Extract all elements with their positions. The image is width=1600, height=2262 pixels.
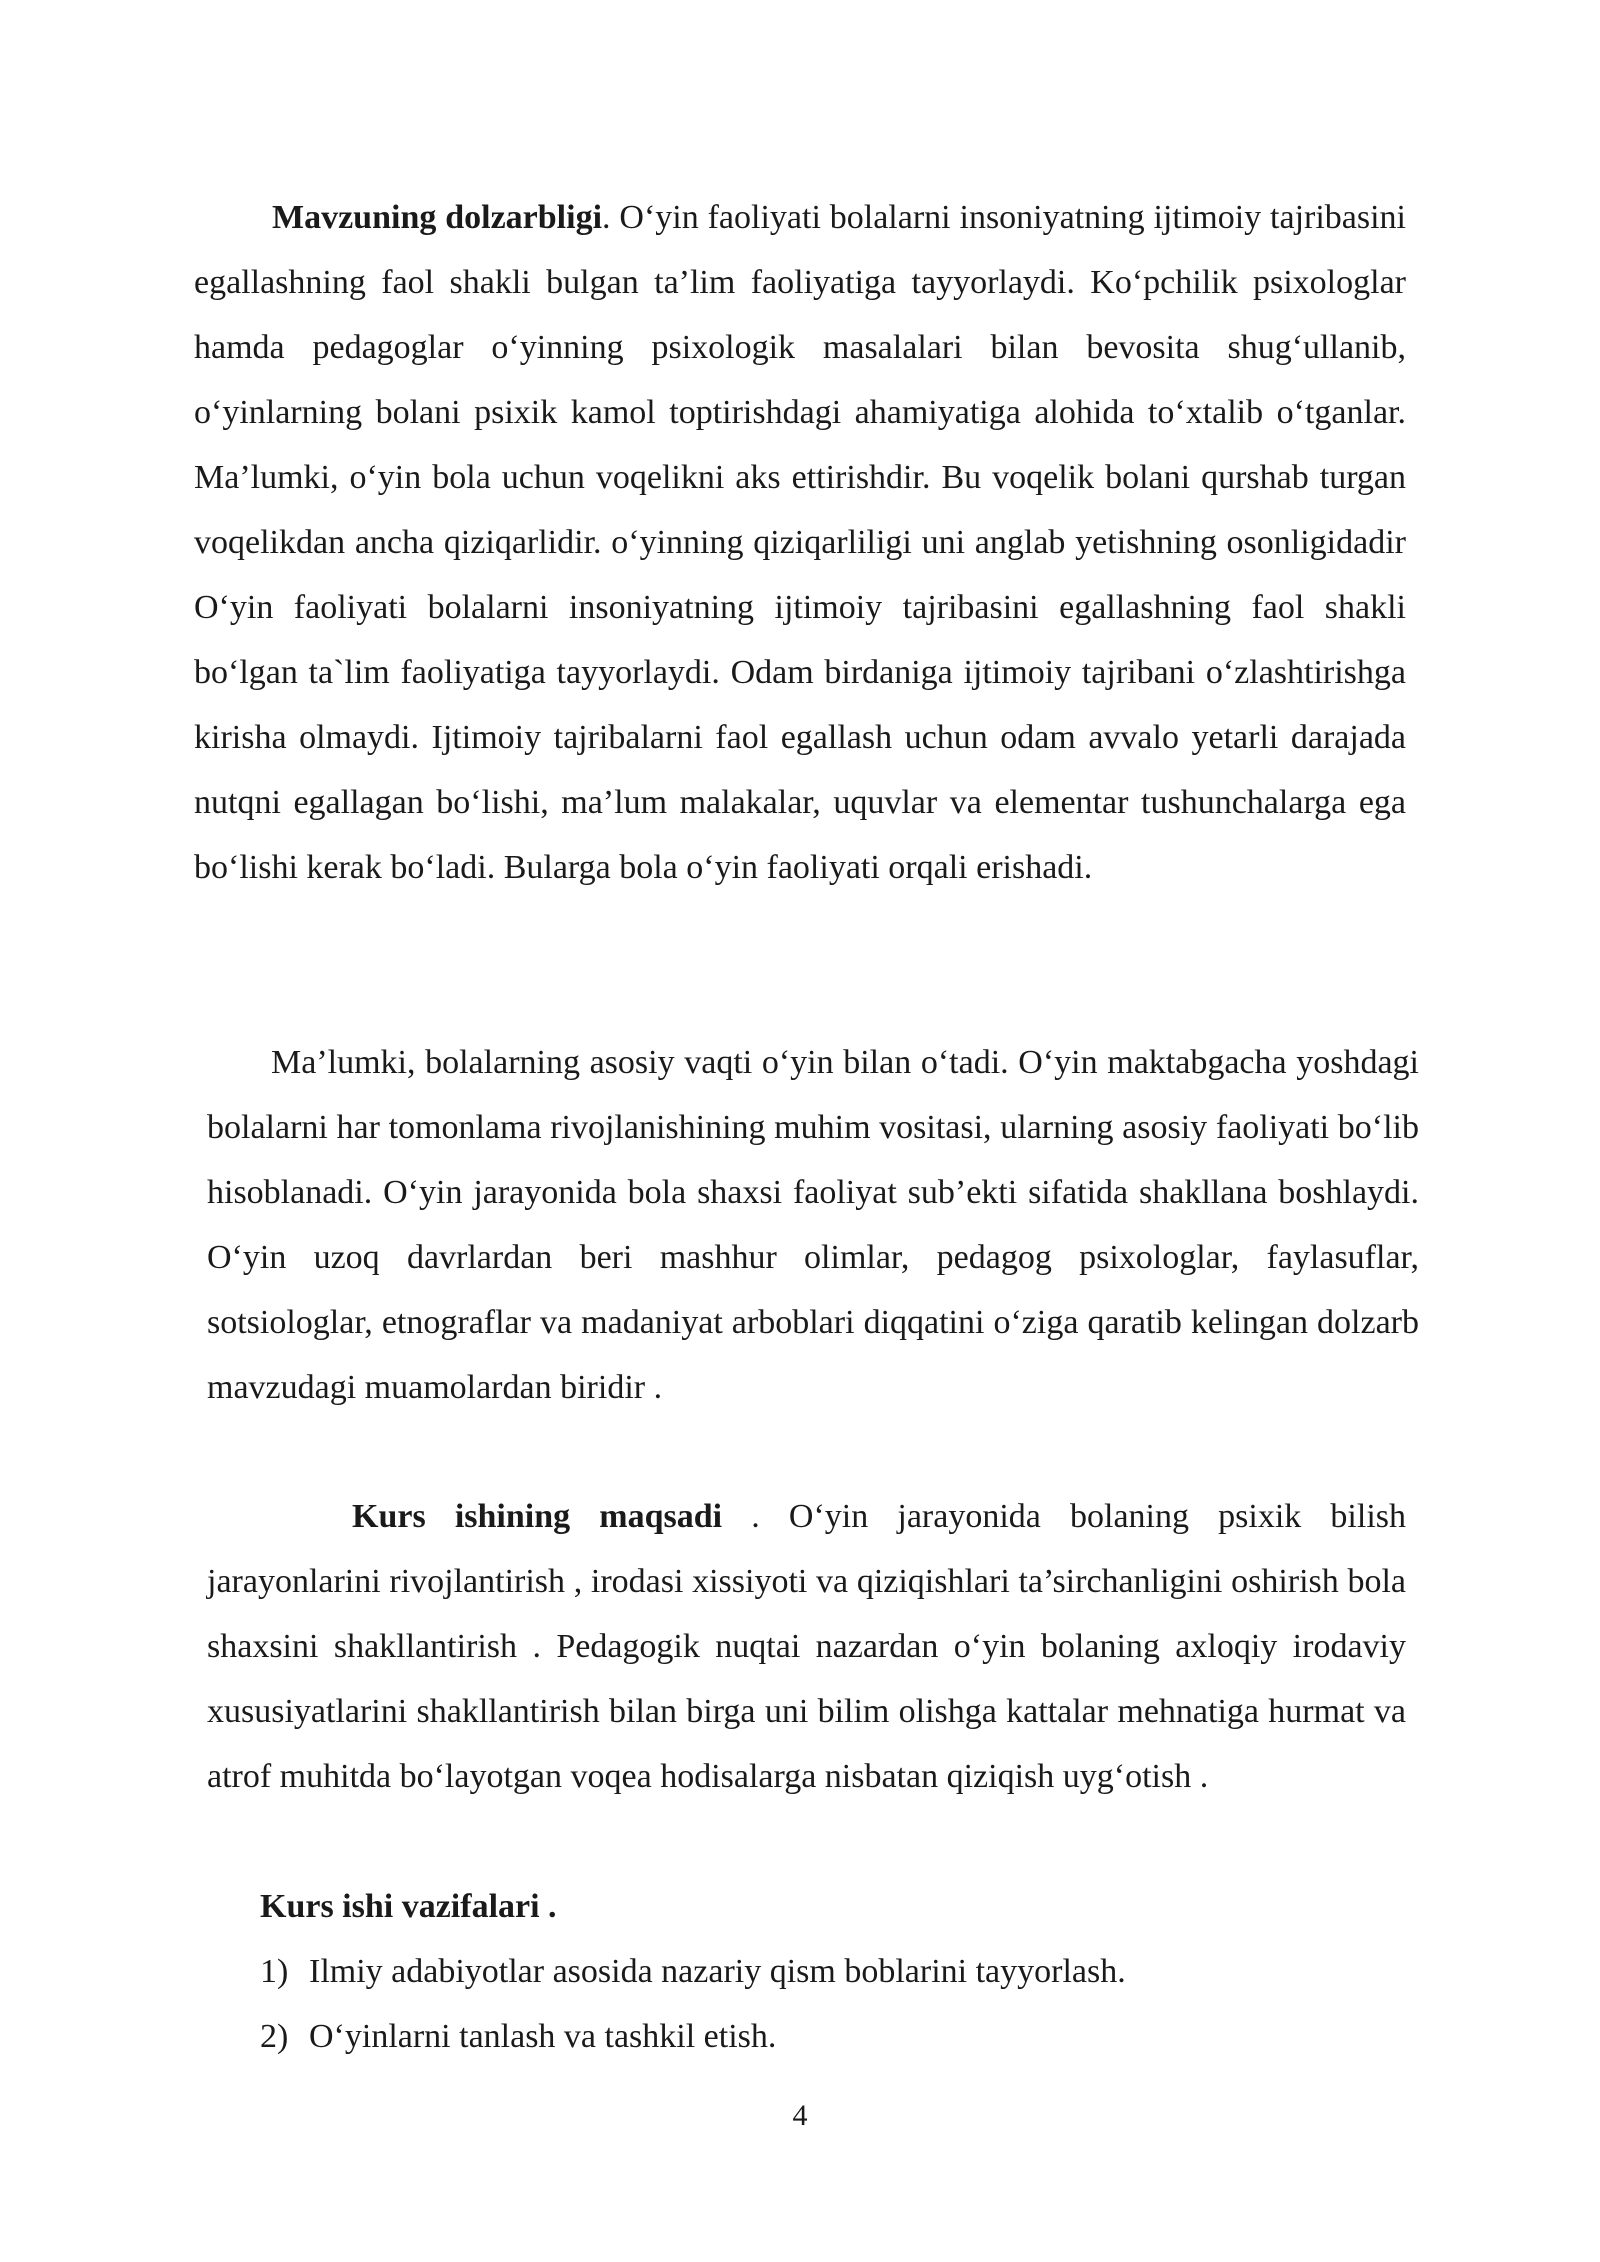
list-item <box>260 2004 1410 2069</box>
tasks-heading: Kurs ishi vazifalari . <box>260 1888 557 1925</box>
relevance-title: Mavzuning dolzarbligi <box>272 199 603 236</box>
list-item-number: 1) <box>260 1953 289 1990</box>
list-item-text: Ilmiy adabiyotlar asosida nazariy qism boblarini tayyorlash. <box>309 1953 1126 1990</box>
goal-paragraph <box>207 1484 1406 1809</box>
relevance-text: . O‘yin faoliyati bolalarni insoniyatning ijtimoiy tajribasini egallashning faol shakli bulgan ta’lim faoliyatiga tayyorlaydi. Ko‘pchilik psixologlar hamda pedagoglar o‘yinning psixologik masalalari bilan bevosita shug‘ullanib, o‘yinlarning bolani psixik kamol toptirishdagi ahamiyatiga alohida to‘xtalib o‘tganlar. Ma’lumki, o‘yin bola uchun voqelikni aks ettirishdir. Bu voqelik bolani qurshab turgan voqelikdan ancha qiziqarlidir. o‘yinning qiziqarliligi uni anglab yetishning osonligidadir O‘yin faoliyati bolalarni insoniyatning ijtimoiy tajribasini egallashning faol shakli bo‘lgan ta`lim faoliyatiga tayyorlaydi. Odam birdaniga ijtimoiy tajribani o‘zlashtirishga kirisha olmaydi. Ijtimoiy tajribalarni faol egallash uchun odam avvalo yetarli darajada nutqni egallagan bo‘lishi, ma’lum malakalar, uquvlar va elementar tushunchalarga ega bo‘lishi kerak bo‘ladi. Bularga bola o‘yin faoliyati orqali erishadi. <box>194 199 1407 886</box>
list-item-text: O‘yinlarni tanlash va tashkil etish. <box>309 2018 777 2055</box>
list-item <box>260 1939 1410 2004</box>
relevance-paragraph <box>194 185 1406 900</box>
second-paragraph <box>207 1030 1419 1420</box>
tasks-list <box>260 1939 1410 2069</box>
list-item-number: 2) <box>260 2018 289 2055</box>
goal-title: Kurs ishining maqsadi <box>352 1498 723 1535</box>
page-number: 4 <box>792 2099 808 2132</box>
goal-text: . O‘yin jarayonida bolaning psixik bilish jarayonlarini rivojlantirish , irodasi xissiyoti va qiziqishlari ta’sirchanligini oshirish bola shaxsini shakllantirish . Pedagogik nuqtai nazardan o‘yin bolaning axloqiy irodaviy xususiyatlarini shakllantirish bilan birga uni bilim olishga kattalar mehnatiga hurmat va atrof muhitda bo‘layotgan voqea hodisalarga nisbatan qiziqish uyg‘otish . <box>207 1498 1406 1795</box>
second-text: Ma’lumki, bolalarning asosiy vaqti o‘yin bilan o‘tadi. O‘yin maktabgacha yoshdagi bolalarni har tomonlama rivojlanishining muhim vositasi, ularning asosiy faoliyati bo‘lib hisoblanadi. O‘yin jarayonida bola shaxsi faoliyat sub’ekti sifatida shakllana boshlaydi. O‘yin uzoq davrlardan beri mashhur olimlar, pedagog psixologlar, faylasuflar, sotsiologlar, etnograflar va madaniyat arboblari diqqatini o‘ziga qaratib kelingan dolzarb mavzudagi muamolardan biridir . <box>207 1044 1419 1406</box>
